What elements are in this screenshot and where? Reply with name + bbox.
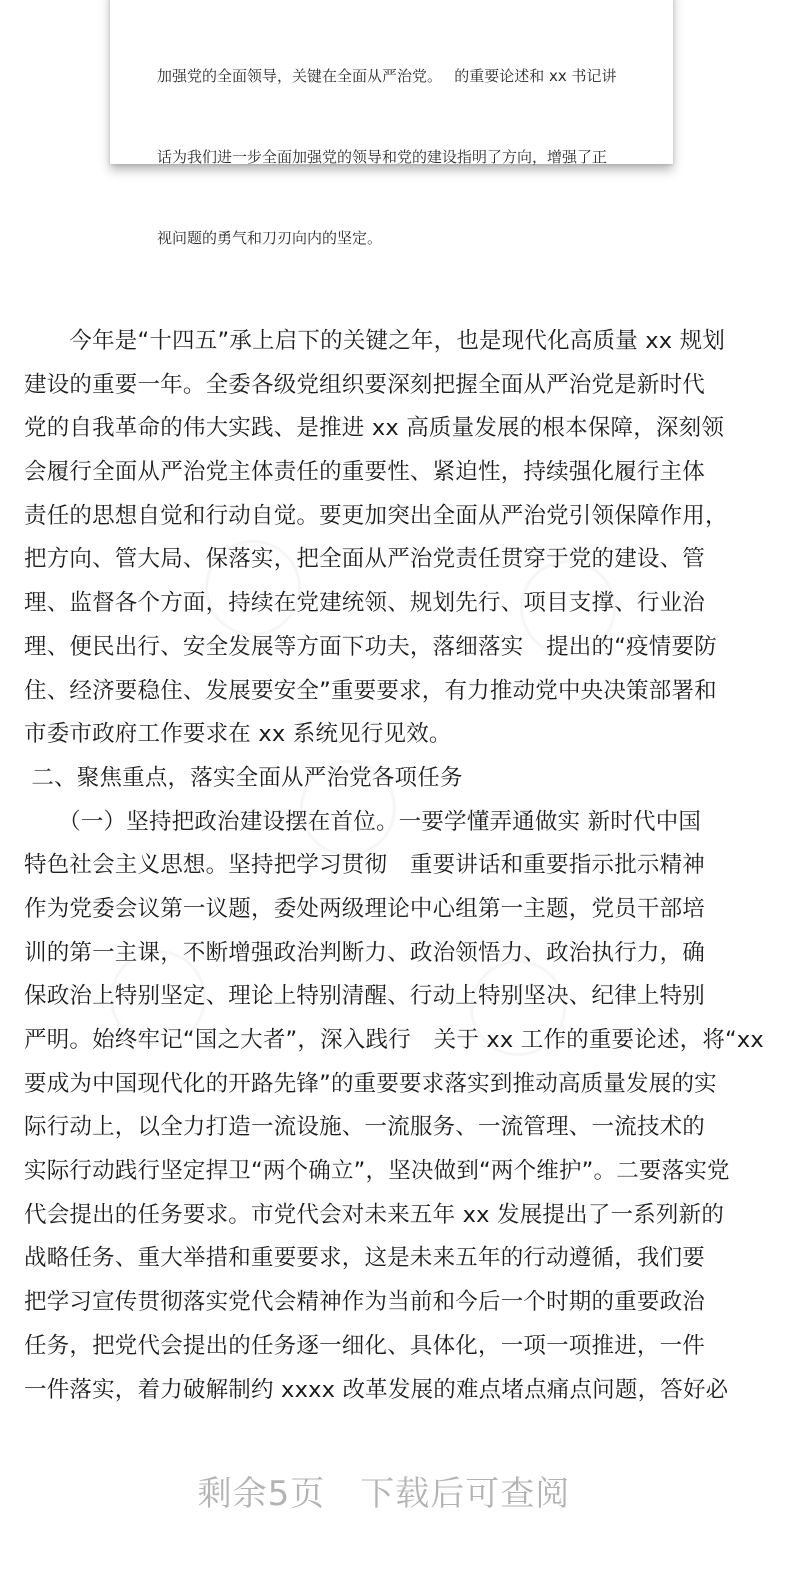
paragraph-line: 今年是“十四五”承上启下的关键之年，也是现代化高质量 xx 规划	[24, 328, 726, 354]
paragraph-line: 把学习宣传贯彻落实党代会精神作为当前和今后一个时期的重要政治	[24, 1289, 706, 1316]
paragraph-line: 把方向、管大局、保落实，把全面从严治党责任贯穿于党的建设、管	[24, 546, 706, 573]
paragraph-line: （一）坚持把政治建设摆在首位。一要学懂弄通做实 新时代中国	[24, 808, 702, 835]
paragraph-line: 理、监督各个方面，持续在党建统领、规划先行、项目支撑、行业治	[24, 590, 706, 617]
section-heading: 二、聚焦重点，落实全面从严治党各项任务	[24, 764, 463, 791]
paragraph-line: 一件落实，着力破解制约 xxxx 改革发展的难点堵点痛点问题，答好必	[24, 1376, 729, 1403]
paragraph-line: 特色社会主义思想。坚持把学习贯彻 重要讲话和重要指示批示精神	[24, 852, 706, 879]
paragraph-line: 战略任务、重大举措和重要要求，这是未来五年的行动遵循，我们要	[24, 1245, 706, 1272]
paragraph-line: 要成为中国现代化的开路先锋”的重要要求落实到推动高质量发展的实	[24, 1070, 717, 1097]
paragraph-line: 党的自我革命的伟大实践、是推进 xx 高质量发展的根本保障，深刻领	[24, 415, 725, 442]
paragraph-line: 任务，把党代会提出的任务逐一细化、具体化，一项一项推进，一件	[24, 1332, 706, 1359]
card-text	[157, 9, 637, 306]
paragraph-line: 作为党委会议第一议题，委处两级理论中心组第一主题，党员干部培	[24, 895, 706, 922]
paragraph-line: 市委市政府工作要求在 xx 系统见行见效。	[24, 721, 452, 748]
paragraph-line: 严明。始终牢记“国之大者”，深入践行 关于 xx 工作的重要论述，将“xx	[24, 1027, 764, 1053]
remaining-pages-notice[interactable]: 剩余5页 下载后可查阅	[197, 1474, 571, 1514]
card-line: 视问题的勇气和刀刃向内的坚定。	[157, 229, 383, 247]
paragraph-line: 实际行动践行坚定捍卫“两个确立”，坚决做到“两个维护”。二要落实党	[24, 1158, 730, 1185]
paragraph-line: 会履行全面从严治党主体责任的重要性、紧迫性，持续强化履行主体	[24, 459, 706, 486]
paragraph-line: 训的第一主课，不断增强政治判断力、政治领悟力、政治执行力，确	[24, 939, 706, 966]
card-line: 话为我们进一步全面加强党的领导和党的建设指明了方向，增强了正	[157, 148, 608, 166]
document-preview-card	[110, 0, 673, 247]
paragraph-line: 保政治上特别坚定、理论上特别清醒、行动上特别坚决、纪律上特别	[24, 983, 706, 1010]
paragraph-line: 代会提出的任务要求。市党代会对未来五年 xx 发展提出了一系列新的	[24, 1201, 725, 1228]
paragraph-line: 理、便民出行、安全发展等方面下功夫，落细落实 提出的“疫情要防	[24, 633, 717, 660]
document-body	[24, 320, 769, 1412]
paragraph-line: 责任的思想自觉和行动自觉。要更加突出全面从严治党引领保障作用，	[24, 502, 728, 529]
card-line: 加强党的全面领导，关键在全面从严治党。 的重要论述和 xx 书记讲	[157, 67, 617, 85]
paragraph-line: 际行动上，以全力打造一流设施、一流服务、一流管理、一流技术的	[24, 1114, 706, 1141]
paragraph-line: 住、经济要稳住、发展要安全”重要要求，有力推动党中央决策部署和	[24, 677, 717, 704]
paragraph-line: 建设的重要一年。全委各级党组织要深刻把握全面从严治党是新时代	[24, 371, 706, 398]
